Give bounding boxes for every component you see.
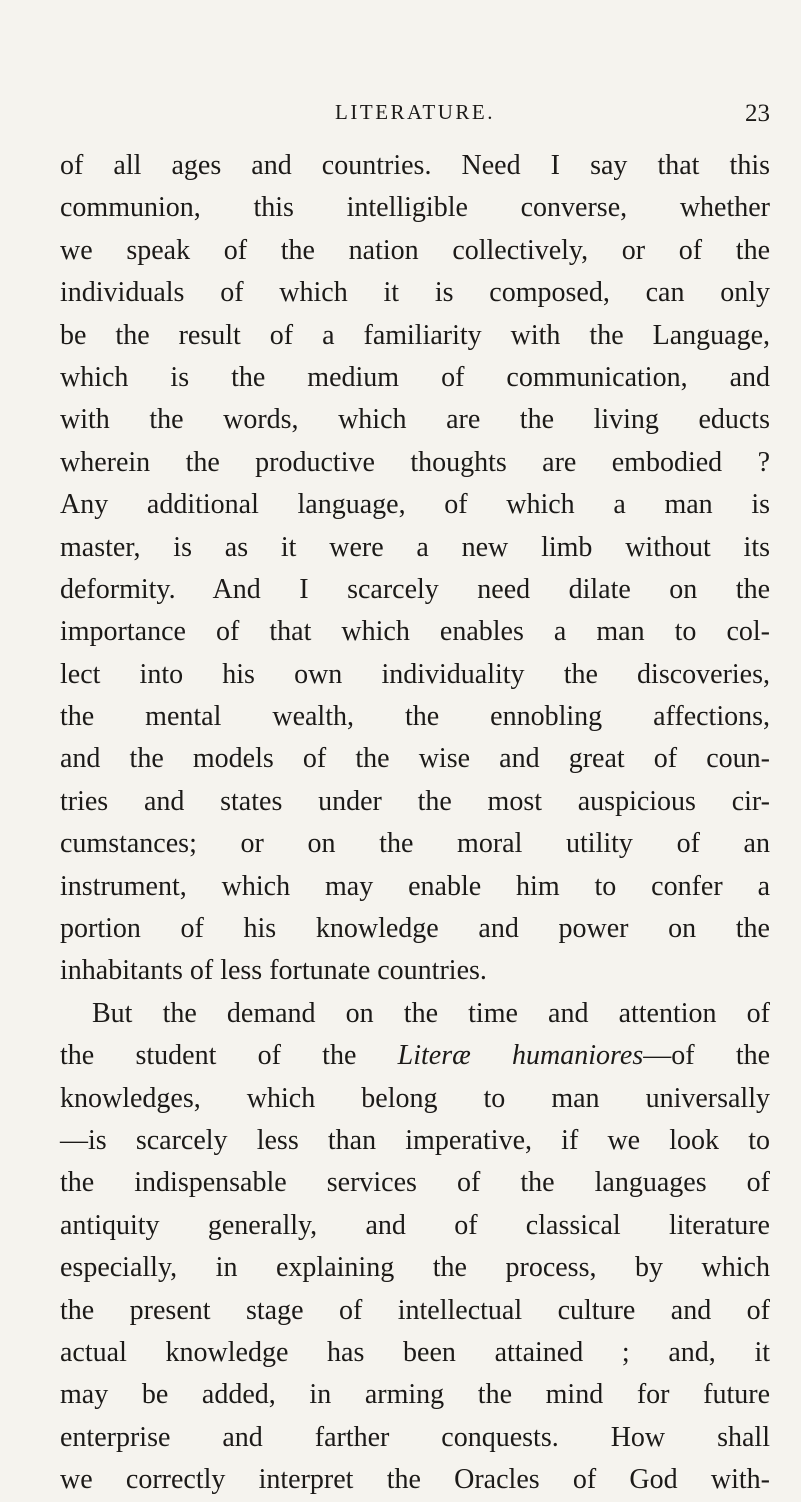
text-line: communion, this intelligible converse, whether — [60, 192, 770, 224]
text-line: actual knowledge has been attained ; and, it — [60, 1336, 770, 1368]
text-line: knowledges, which belong to man universally — [60, 1082, 770, 1114]
text-line: the present stage of intellectual culture and of — [60, 1294, 770, 1326]
text-line: cumstances; or on the moral utility of an — [60, 828, 770, 860]
text-line — [60, 1035, 770, 1077]
body-text — [60, 145, 770, 1502]
text-line: may be added, in arming the mind for future — [60, 1379, 770, 1411]
text-line: which is the medium of communication, and — [60, 361, 770, 393]
text-fragment: the student of the — [60, 1040, 398, 1072]
running-title: LITERATURE. — [335, 100, 495, 124]
text-line: deformity. And I scarcely need dilate on the — [60, 573, 770, 605]
text-line: instrument, which may enable him to confer a — [60, 870, 770, 902]
text-fragment: —of the — [643, 1040, 771, 1072]
running-header — [60, 100, 770, 134]
text-line: wherein the productive thoughts are embodied ? — [60, 446, 770, 478]
text-line: we speak of the nation collectively, or of the — [60, 234, 770, 266]
paragraph-start-line: But the demand on the time and attention of — [92, 997, 770, 1029]
text-line: be the result of a familiarity with the Language, — [60, 319, 770, 351]
text-line: Any additional language, of which a man is — [60, 489, 770, 521]
text-line: portion of his knowledge and power on the — [60, 913, 770, 945]
text-line: individuals of which it is composed, can only — [60, 277, 770, 309]
text-line: especially, in explaining the process, by which — [60, 1252, 770, 1284]
text-line: and the models of the wise and great of coun- — [60, 743, 770, 775]
text-line: tries and states under the most auspicious cir- — [60, 785, 770, 817]
text-line: we correctly interpret the Oracles of God with- — [60, 1464, 770, 1496]
page-number: 23 — [745, 100, 770, 127]
text-line: enterprise and farther conquests. How shall — [60, 1421, 770, 1453]
italic-term: Literæ humaniores — [397, 1040, 644, 1072]
text-line: inhabitants of less fortunate countries. — [60, 955, 487, 987]
text-line: the mental wealth, the ennobling affections, — [60, 701, 770, 733]
text-line: antiquity generally, and of classical literature — [60, 1209, 770, 1241]
text-line: master, is as it were a new limb without its — [60, 531, 770, 563]
text-line: lect into his own individuality the discoveries, — [60, 658, 770, 690]
text-line: importance of that which enables a man to col- — [60, 616, 770, 648]
text-line: —is scarcely less than imperative, if we look to — [60, 1124, 770, 1156]
text-line: the indispensable services of the languages of — [60, 1167, 770, 1199]
text-line: with the words, which are the living educts — [60, 404, 770, 436]
text-line: of all ages and countries. Need I say that this — [60, 150, 770, 181]
